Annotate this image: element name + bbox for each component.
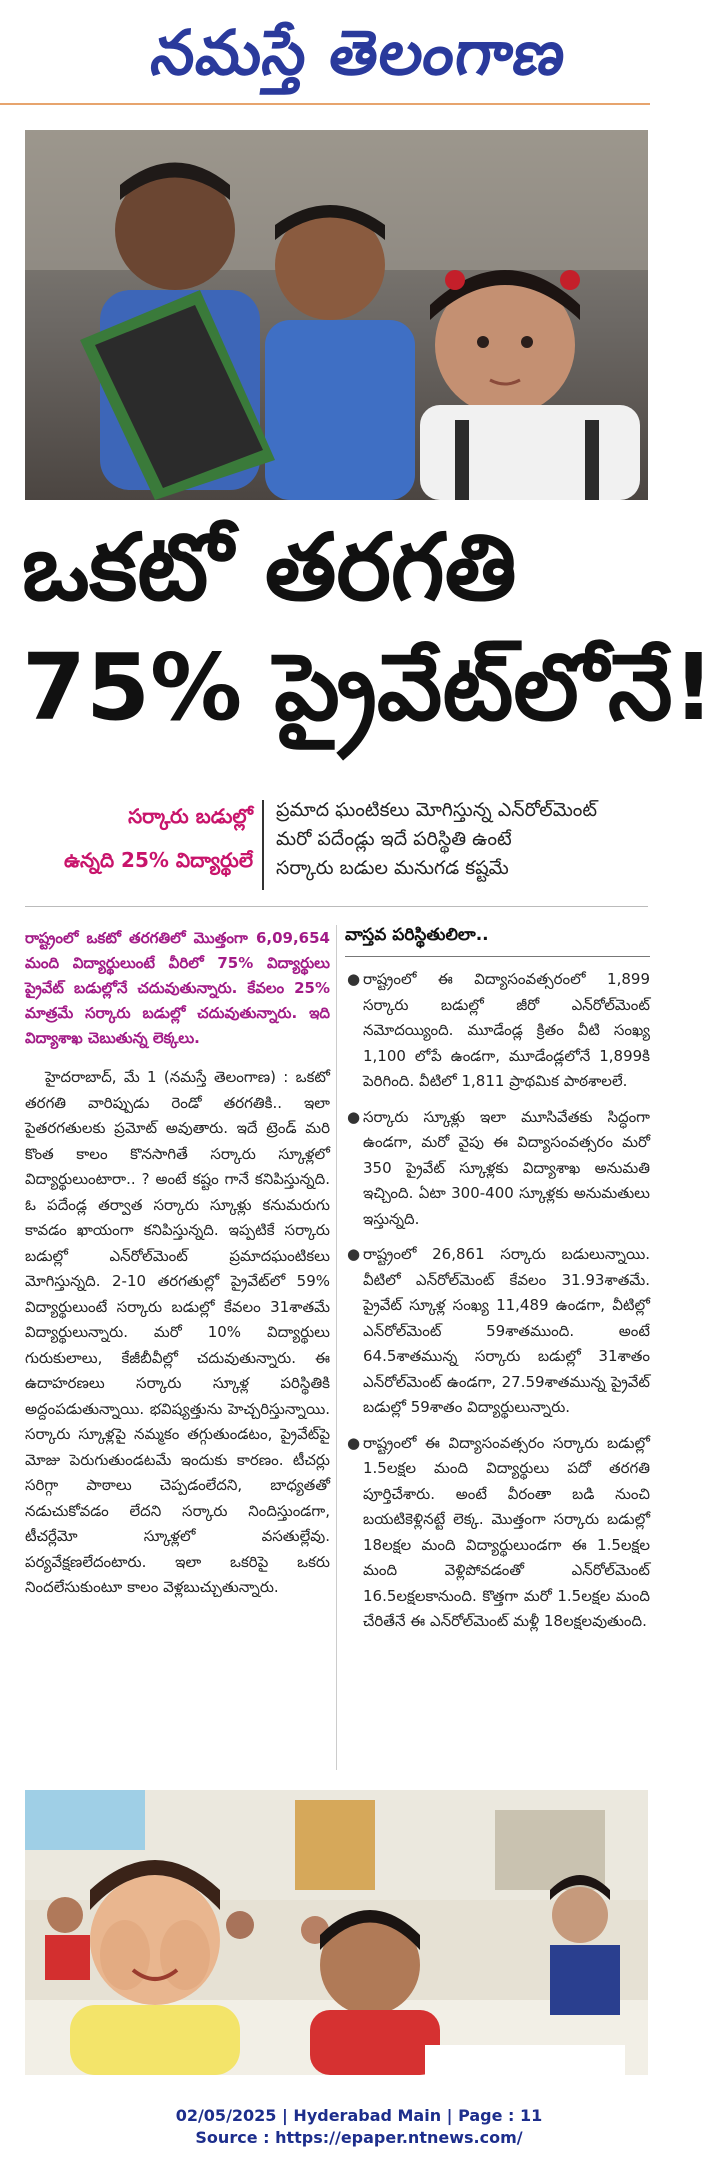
column-separator bbox=[336, 925, 337, 1770]
list-item bbox=[345, 1105, 650, 1233]
deck-left bbox=[25, 800, 253, 876]
reality-list bbox=[345, 967, 650, 1635]
headline-line-1: ఒకటో తరగతి bbox=[22, 514, 517, 621]
bullet-icon: ● bbox=[347, 1245, 361, 1263]
body-paragraph: హైదరాబాద్‌, మే 1 (నమస్తే తెలంగాణ) : ఒకటో తరగతి వారిప్పుడు రెండో తరగతికి.. ఇలా పైతరగతులకు ప్రమోట్‌ అవుతారు. ఇదే ట్రెండ్‌ మరి కొంత కాలం కొనసాగితే సర్కారు స్కూళ్లలో విద్యార్థులుంటారా.. ? అంటే కష్టం గానే కనిపిస్తున్నది. ఓ పదేండ్ల తర్వాత సర్కారు స్కూళ్లు కనుమరుగు కావడం ఖాయంగా కనిపిస్తున్నది. ఇప్పటికే సర్కారు బడుల్లో ఎన్‌రోల్‌మెంట్‌ ప్రమాదఘంటికలు మోగిస్తున్నది. 2-10 తరగతుల్లో ప్రైవేట్‌లో 59% విద్యార్థులుంటే సర్కారు బడుల్లో కేవలం 31శాతమే విద్యార్థులున్నారు. మరో 10% విద్యార్థులు గురుకులాలు, కేజీబీవీల్లో చదువుతున్నారు. ఈ ఉదాహరణలు సర్కారు స్కూళ్ల పరిస్థితికి అద్దంపడుతున్నాయి. భవిష్యత్తును హెచ్చరిస్తున్నాయి. సర్కారు స్కూళ్లపై నమ్మకం తగ్గుతుండటం, ప్రైవేట్‌పై మోజు పెరుగుతుండటమే ఇందుకు కారణం. టీచర్లు సరిగ్గా పాఠాలు చెప్పడంలేదని, బాధ్యతతో నడుచుకోవడం లేదని సర్కారు నిందిస్తుండగా, టీచర్లేమో స్కూళ్లలో వసతుల్లేవు. పర్యవేక్షణలేదంటారు. ఇలా ఒకరిపై ఒకరు నిందలేసుకుంటూ కాలం వెళ్లబుచ్చుతున్నారు. bbox=[25, 1068, 330, 1596]
list-item bbox=[345, 1431, 650, 1635]
intro-paragraph: రాష్ట్రంలో ఒకటో తరగతిలో మొత్తంగా 6,09,654 మంది విద్యార్థులుంటే వీరిలో 75% విద్యార్థులు ప్రైవేట్‌ బడుల్లోనే చదువుతున్నారు. కేవలం 25% మాత్రమే సర్కారు బడుల్లో చదువుతున్నారు. ఇది విద్యాశాఖ చెబుతున్న లెక్కలు. bbox=[25, 929, 330, 1047]
list-item-text: సర్కారు స్కూళ్లు ఇలా మూసివేతకు సిద్ధంగా ఉండగా, మరో వైపు ఈ విద్యాసంవత్సరం మరో 350 ప్రైవేట్‌ స్కూళ్లకు విద్యాశాఖ అనుమతి ఇచ్చింది. ఏటా 300-400 స్కూళ్లకు అనుమతులు ఇస్తున్నది. bbox=[363, 1107, 650, 1228]
list-item-text: రాష్ట్రంలో ఈ విద్యాసంవత్సరం సర్కారు బడుల్లో 1.5లక్షల మంది విద్యార్థులు పదో తరగతి పూర్తిచేశారు. అంటే వీరంతా బడి నుంచి బయటికెళ్లినట్టే లెక్క. మొత్తంగా సర్కారు బడుల్లో 18లక్షల మంది విద్యార్థులుండగా ఈ 1.5లక్షల మంది వెళ్లిపోవడంతో ఎన్‌రోల్‌మెంట్‌ 16.5లక్షలకానుంది. కొత్తగా మరో 1.5లక్షల మంది చేరితేనే ఈ ఎన్‌రోల్‌మెంట్‌ మళ్లీ 18లక్షలవుతుంది. bbox=[363, 1433, 650, 1630]
deck-left-line-2: ఉన్నది 25% విద్యార్థులే bbox=[64, 848, 253, 872]
deck-right bbox=[276, 796, 656, 883]
list-item-text: రాష్ట్రంలో 26,861 సర్కారు బడులున్నాయి. వీటిలో ఎన్‌రోల్‌మెంట్‌ కేవలం 31.93శాతమే. ప్రైవేట్‌ స్కూళ్ల సంఖ్య 11,489 ఉండగా, వీటిల్లో ఎన్‌రోల్‌మెంట్‌ 59శాతముంది. అంటే 64.5శాతమున్న సర్కారు బడుల్లో 31శాతం ఎన్‌రోల్‌మెంట్‌ ఉండగా, 27.59శాతమున్న ప్రైవేట్‌ బడుల్లో 59శాతం విద్యార్థులున్నారు. bbox=[363, 1245, 650, 1416]
deck-bottom-rule bbox=[25, 906, 648, 907]
masthead bbox=[0, 0, 718, 105]
photo-illustration bbox=[25, 130, 648, 500]
reality-heading: వాస్తవ పరిస్థితులిలా.. bbox=[345, 920, 650, 957]
deck-right-line-2: మరో పదేండ్లు ఇదే పరిస్థితి ఉంటే bbox=[276, 828, 512, 850]
list-item-text: రాష్ట్రంలో ఈ విద్యాసంవత్సరంలో 1,899 సర్కారు బడుల్లో జీరో ఎన్‌రోల్‌మెంట్‌ నమోదయ్యింది. మూడేండ్ల క్రితం వీటి సంఖ్య 1,100 లోపే ఉండగా, మూడేండ్లలోనే 1,899కి పెరిగింది. వీటిలో 1,811 ప్రాథమిక పాఠశాలలే. bbox=[363, 970, 650, 1090]
list-item bbox=[345, 967, 650, 1095]
list-item bbox=[345, 1242, 650, 1421]
deck-right-line-1: ప్రమాద ఘంటికలు మోగిస్తున్న ఎన్‌రోల్‌మెంట్‌ bbox=[276, 799, 598, 821]
classroom-illustration bbox=[25, 1790, 648, 2075]
deck-right-line-3: సర్కారు బడుల మనుగడ కష్టమే bbox=[276, 857, 509, 879]
deck-left-line-1: సర్కారు బడుల్లో bbox=[128, 804, 253, 828]
classroom-photo bbox=[25, 1790, 648, 2075]
deck-divider bbox=[262, 800, 264, 890]
left-column bbox=[25, 920, 330, 1601]
right-column bbox=[345, 920, 650, 1645]
children-with-slates-photo bbox=[25, 130, 648, 500]
headline-line-2: 75% ప్రైవేట్‌లోనే! bbox=[22, 634, 715, 741]
newspaper-title: నమస్తే తెలంగాణ bbox=[146, 15, 572, 89]
footer-date-edition: 02/05/2025 | Hyderabad Main | Page : 11 bbox=[175, 2106, 543, 2125]
footer-source: Source : https://epaper.ntnews.com/ bbox=[195, 2128, 523, 2147]
bullet-icon: ● bbox=[347, 1433, 361, 1452]
footer bbox=[0, 2105, 718, 2149]
masthead-divider bbox=[0, 103, 650, 105]
bullet-icon: ● bbox=[347, 970, 361, 988]
bullet-icon: ● bbox=[347, 1107, 361, 1126]
